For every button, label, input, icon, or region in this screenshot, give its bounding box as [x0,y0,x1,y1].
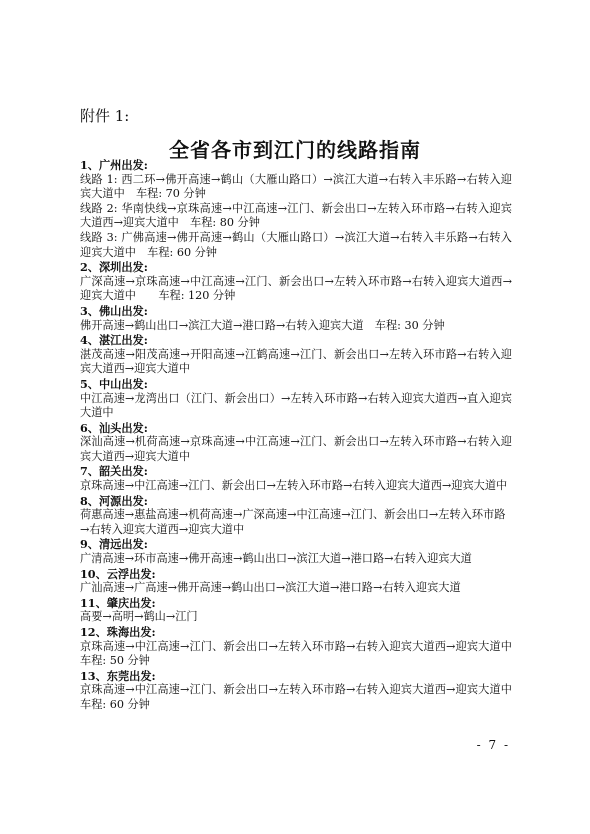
region-heading: 7、韶关出发: [80,464,148,479]
route-text: 线路 3: 广佛高速→佛开高速→鹤山（大雁山路口）→滨江大道→右转入丰乐路→右转入迎宾大道中 车程: 60 分钟 [80,230,512,259]
route-text: 线路 1: 西二环→佛开高速→鹤山（大雁山路口）→滨江大道→右转入丰乐路→右转入迎宾大道中 车程: 70 分钟 [80,172,512,201]
page-number: - 7 - [476,738,510,752]
region-heading: 12、珠海出发: [80,625,156,639]
route-text: 京珠高速→中江高速→江门、新会出口→左转入环市路→右转入迎宾大道西→迎宾大道中 [80,479,508,493]
region-heading: 13、东莞出发: [80,668,156,683]
region-heading: 4、湛江出发: [80,333,148,348]
region-heading: 5、中山出发: [80,376,148,391]
route-text: 京珠高速→中江高速→江门、新会出口→左转入环市路→右转入迎宾大道西→迎宾大道中 车程: 50 分钟 [80,639,524,668]
route-guide-body [80,158,524,713]
document-title: 全省各市到江门的线路指南 [169,138,421,162]
route-text: 荷惠高速→惠盐高速→机荷高速→广深高速→中江高速→江门、新会出口→左转入环市路 [80,508,506,522]
region-heading: 11、肇庆出发: [80,595,156,610]
region-heading: 1、广州出发: [80,158,148,172]
route-text: 中江高速→龙湾出口（江门、新会出口）→左转入环市路→右转入迎宾大道西→直入迎宾大道中 [80,391,512,420]
route-text: 广深高速→京珠高速→中江高速→江门、新会出口→左转入环市路→右转入迎宾大道西→迎宾大道中 车程: 120 分钟 [80,274,512,303]
region-heading: 8、河源出发: [80,493,148,508]
region-heading: 3、佛山出发: [80,303,148,318]
region-heading: 2、深圳出发: [80,260,148,275]
route-text: 高要→高明→鹤山→江门 [80,610,198,624]
route-text: 湛茂高速→阳茂高速→开阳高速→江鹤高速→江门、新会出口→左转入环市路→右转入迎宾大道西→迎宾大道中 [80,347,512,376]
route-text: 佛开高速→鹤山出口→滨江大道→港口路→右转入迎宾大道 车程: 30 分钟 [80,318,445,332]
route-text: 京珠高速→中江高速→江门、新会出口→左转入环市路→右转入迎宾大道西→迎宾大道中 车程: 60 分钟 [80,683,524,711]
region-heading: 9、清远出发: [80,537,148,552]
attachment-label: 附件 1: [80,107,130,125]
region-heading: 10、云浮出发: [80,566,156,581]
route-text: →右转入迎宾大道西→迎宾大道中 [80,522,245,536]
region-heading: 6、汕头出发: [80,420,148,435]
route-text: 深汕高速→机荷高速→京珠高速→中江高速→江门、新会出口→左转入环市路→右转入迎宾大道西→迎宾大道中 [80,435,512,463]
route-text: 广汕高速→广高速→佛开高速→鹤山出口→滨江大道→港口路→右转入迎宾大道 [80,581,461,595]
route-text: 广清高速→环市高速→佛开高速→鹤山出口→滨江大道→港口路→右转入迎宾大道 [80,552,472,566]
route-text: 线路 2: 华南快线→京珠高速→中江高速→江门、新会出口→左转入环市路→右转入迎宾大道西→迎宾大道中 车程: 80 分钟 [80,201,512,230]
